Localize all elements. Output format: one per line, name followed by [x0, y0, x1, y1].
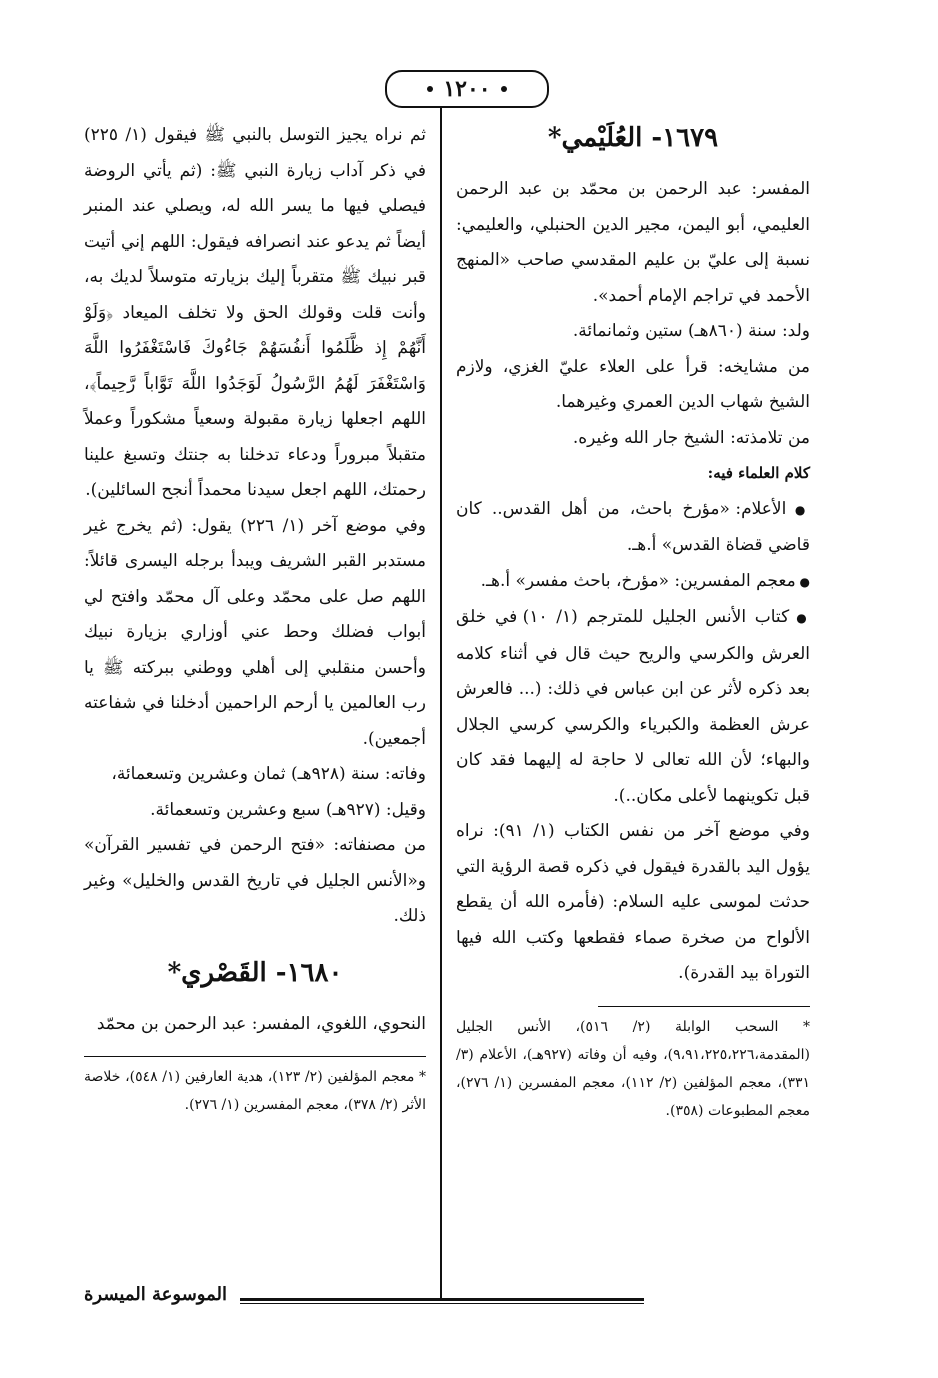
death-alt-line: وقيل: (٩٢٧هـ) سبع وعشرين وتسعمائة. — [150, 799, 426, 820]
teachers-line: من مشايخه: قرأ على العلاء عليّ الغزي، ولازم الشيخ شهاب الدين العمري وغيرهما. — [456, 356, 810, 412]
right-column — [456, 118, 810, 1125]
entry-title-1680: ١٦٨٠- القَصْري* — [167, 957, 343, 988]
bullet-mujam: ● معجم المفسرين: «مؤرخ، باحث مفسر» أ.هـ. — [456, 564, 810, 601]
entry-2-intro: النحوي، اللغوي، المفسر: عبد الرحمن بن محمّد — [96, 1013, 426, 1034]
footnote-right: * السحب الوابلة (٢/ ٥١٦)، الأنس الجليل (المقدمة،٩،٩١،٢٢٥،٢٢٦)، وفيه أن وفاته (٩٢٧هـ)، الأعلام (٣/ ٣٣١)، معجم المؤلفين (٢/ ١١٢)، معجم المفسرين (١/ ٢٧٦)، معجم المطبوعات (٣٥٨). — [456, 1018, 811, 1119]
scholars-heading: كلام العلماء فيه: — [707, 464, 810, 482]
entry-title-1679: ١٦٧٩- العُلَيْمي* — [547, 123, 719, 153]
page-number — [385, 70, 549, 108]
footnote-left: * معجم المؤلفين (٢/ ١٢٣)، هدية العارفين (١/ ٥٤٨)، خلاصة الأثر (٢/ ٣٧٨)، معجم المفسرين (١/ ٢٧٦). — [84, 1069, 427, 1113]
page-number-text: ١٢٠٠ — [443, 76, 491, 102]
series-title: الموسوعة الميسرة — [84, 1284, 240, 1305]
column-divider — [440, 108, 442, 1298]
bullet-uns: ● كتاب الأنس الجليل للمترجم (١/ ١٠) في خلق العرش والكرسي والريح حيث قال في أثناء كلامه بعد ذكره لأثر عن ابن عباس في ذلك: (... فالعرش عرش العظمة والكبرياء والكرسي كرسي الجلال والبهاء؛ لأن الله تعالى لا حاجة له إليهما فقد كان قبل تكوينهما لأعلى مكان..). — [456, 600, 810, 814]
footnote-rule — [598, 1006, 810, 1007]
paragraph-exit: وفي موضع آخر (١/ ٢٢٦) يقول: (ثم يخرج غير مستدبر القبر الشريف ويبدأ برجله اليسرى قائلاً: اللهم صل على محمّد وعلى آل محمّد وافتح لي أبواب فضلك وحط عني أوزاري بزيارة نبيك وأحسن منقلبي إلى أهلي ووطني ببركته ﷺ يا رب العالمين يا أرحم الراحمين أدخلنا في شفاعته أجمعين). — [84, 515, 426, 749]
footnote-rule-left — [84, 1056, 426, 1057]
paragraph-yad: وفي موضع آخر من نفس الكتاب (١/ ٩١): نراه يؤول اليد بالقدرة فيقول في ذكره قصة الرؤية التي حدثت لموسى عليه السلام: (فأمره الله أن يقطع الألواح من صخرة صماء فقطعها وكتب الله فيها التوراة بيد القدرة). — [456, 821, 810, 983]
birth-line: ولد: سنة (٨٦٠هـ) ستين وثمانمائة. — [572, 321, 810, 341]
left-column — [84, 118, 426, 1119]
works-line: من مصنفاته: «فتح الرحمن في تفسير القرآن» و«الأنس الجليل في تاريخ القدس والخليل» وغير ذلك. — [84, 835, 426, 926]
paragraph-tawassul: ثم نراه يجيز التوسل بالنبي ﷺ فيقول (١/ ٢٢٥) في ذكر آداب زيارة النبي ﷺ: (ثم يأتي الروضة فيصلي فيها ما يسر الله له، ويصلي عند المنبر أيضاً ثم يدعو عند انصرافه فيقول: اللهم إني أتيت قبر نبيك ﷺ متقرباً إليك بزيارته متوسلاً لديك به، وأنت قلت وقولك الحق ولا تخلف الميعاد ﴿وَلَوْ أَنَّهُمْ إِذ ظَّلَمُوا أَنفُسَهُمْ جَاءُوكَ فَاسْتَغْفَرُوا اللَّهَ وَاسْتَغْفَرَ لَهُمُ الرَّسُولُ لَوَجَدُوا اللَّهَ تَوَّاباً رَّحِيماً﴾، اللهم اجعلها زيارة مقبولة وسعياً مشكوراً وعملاً متقبلاً مبروراً ودعاء تدخلنا به جنتك وتسبغ علينا رحمتك، اللهم اجعل سيدنا محمداً أنجح السائلين). — [84, 125, 426, 500]
death-line: وفاته: سنة (٩٢٨هـ) ثمان وعشرين وتسعمائة، — [111, 764, 426, 784]
entry-intro: المفسر: عبد الرحمن بن محمّد بن عبد الرحمن العليمي، أبو اليمن، مجير الدين الحنبلي، والعليمي: نسبة إلى عليّ بن عليم المقدسي صاحب «المنهج الأحمد في تراجم الإمام أحمد». — [456, 179, 810, 306]
bullet-alam: ● الأعلام: «مؤرخ باحث، من أهل القدس.. كان قاضي قضاة القدس» أ.هـ. — [456, 492, 810, 564]
students-line: من تلامذته: الشيخ جار الله وغيره. — [572, 427, 810, 448]
